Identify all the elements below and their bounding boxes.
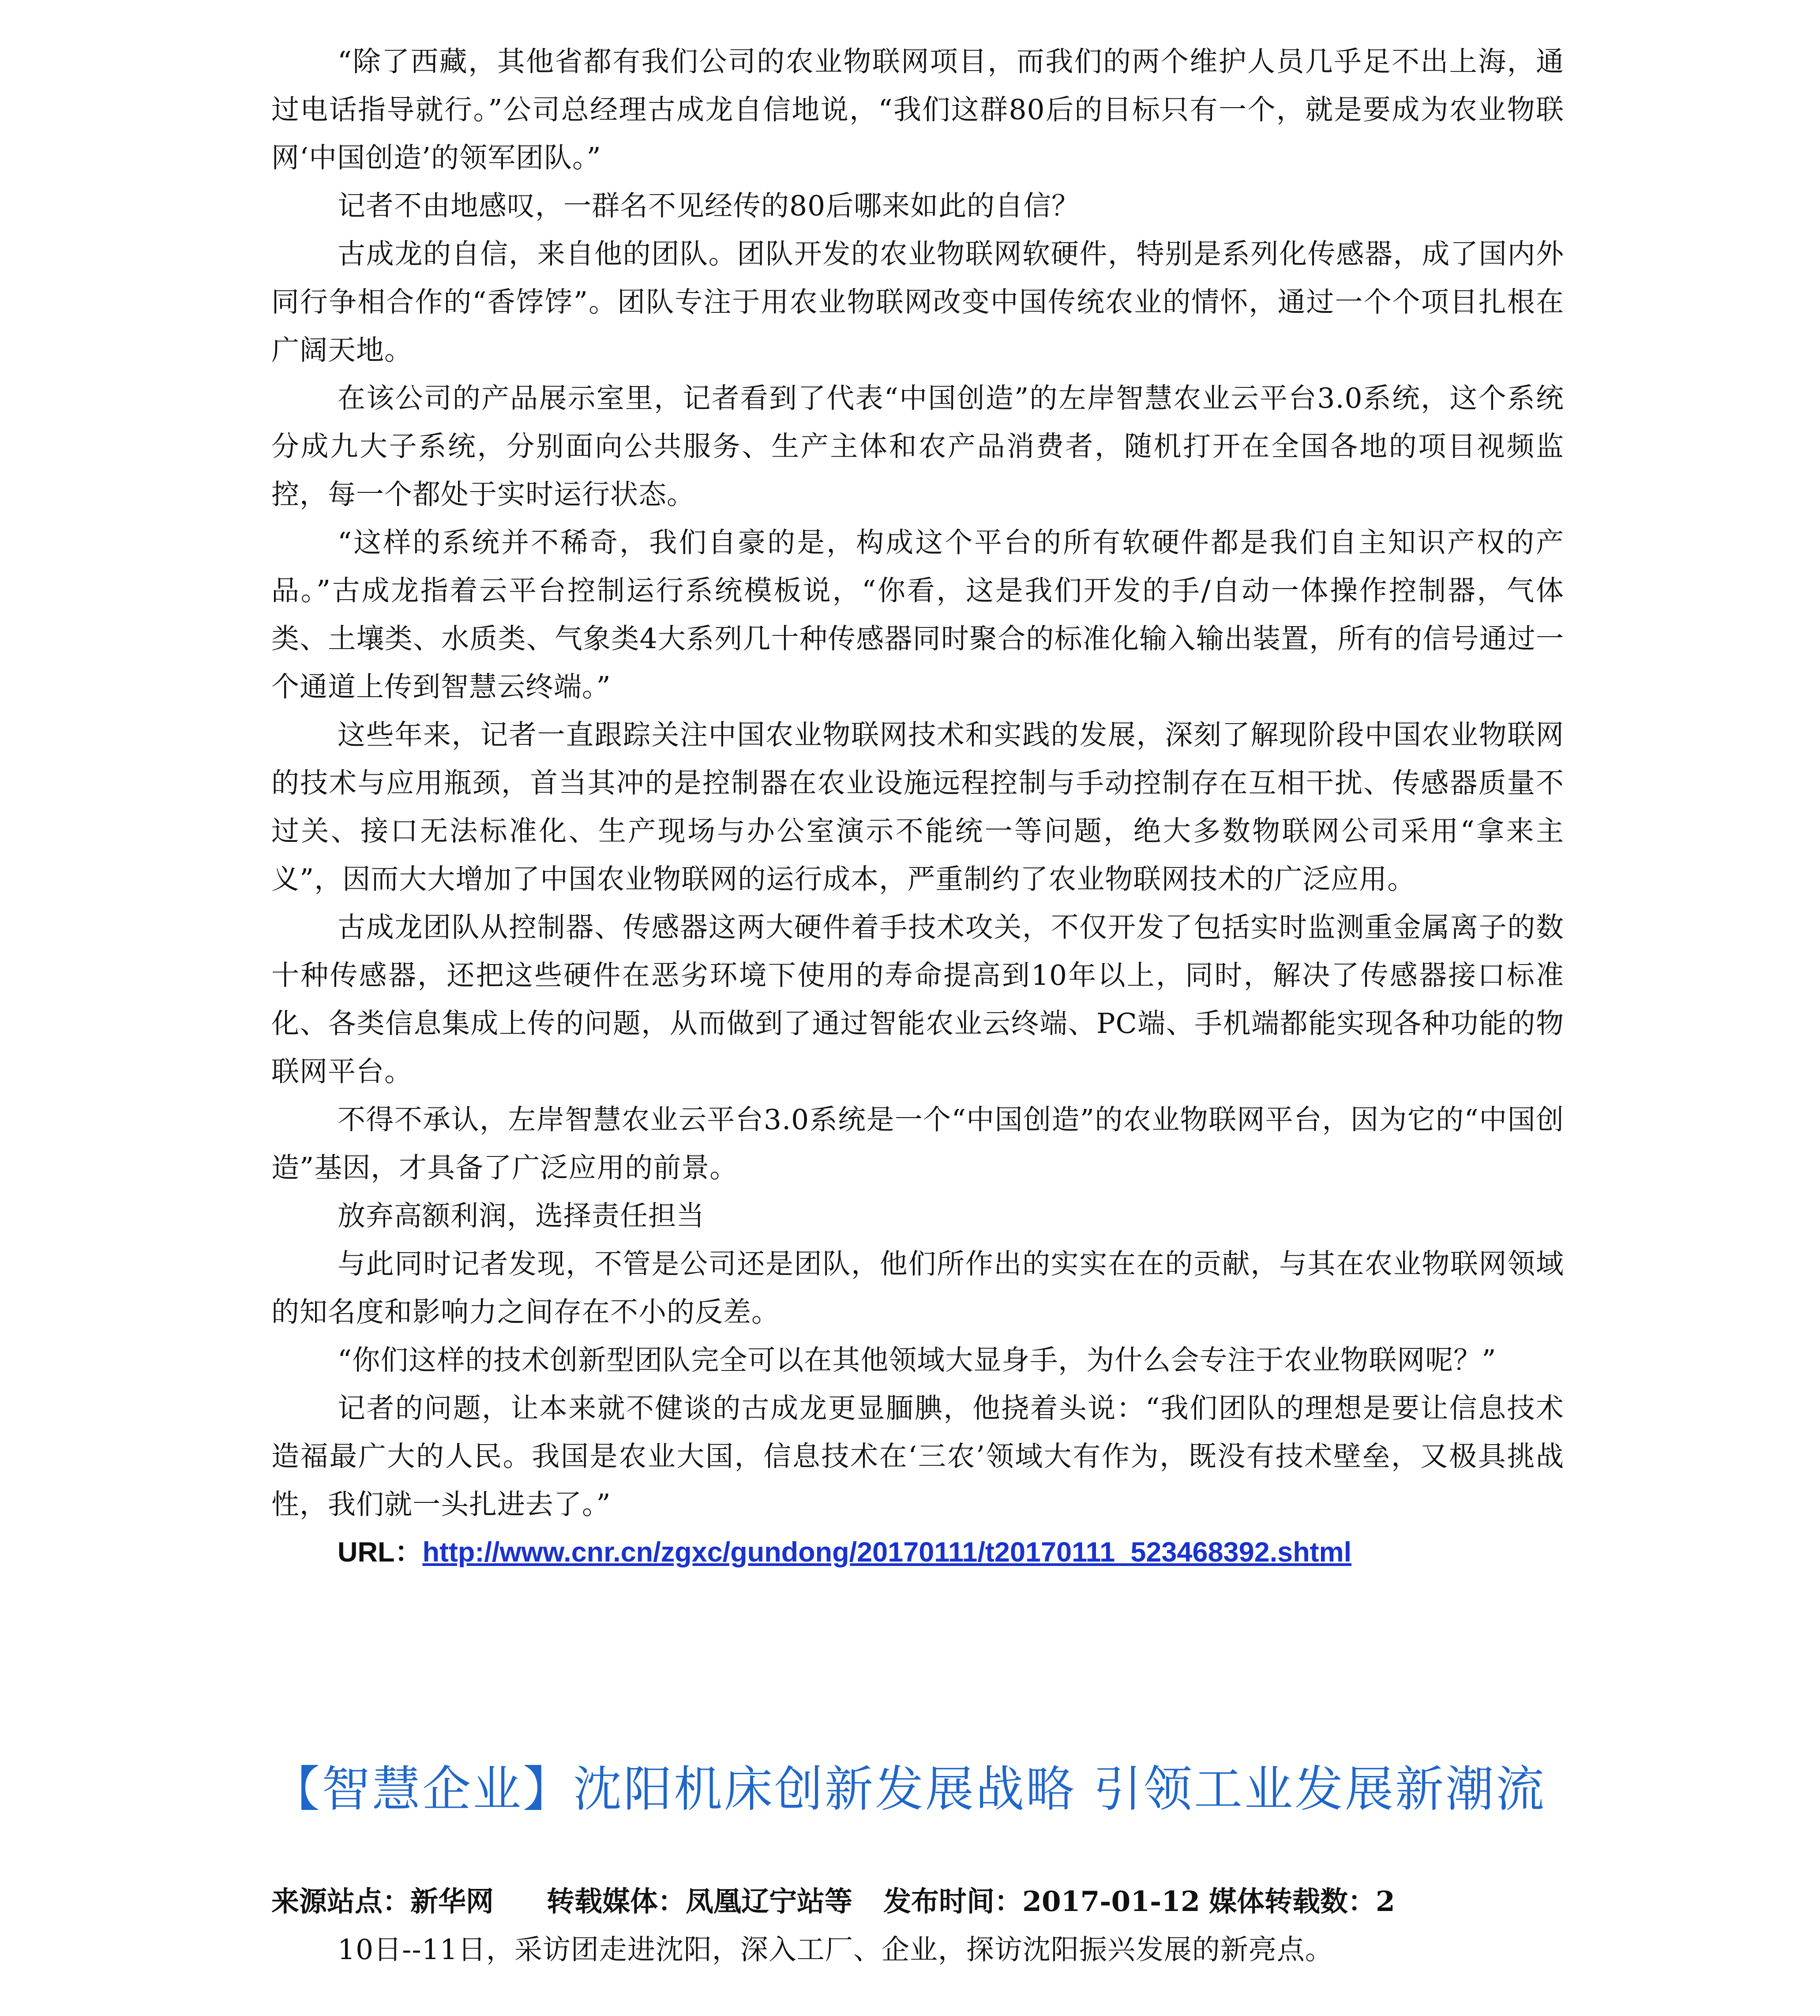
meta-source: 来源站点：新华网 xyxy=(271,1885,494,1918)
article2-body xyxy=(271,1926,1564,1974)
paragraph: 古成龙团队从控制器、传感器这两大硬件着手技术攻关，不仅开发了包括实时监测重金属离子的数十种传感器，还把这些硬件在恶劣环境下使用的寿命提高到10年以上，同时，解决了传感器接口标准化、各类信息集成上传的问题，从而做到了通过智能农业云终端、PC端、手机端都能实现各种功能的物联网平台。 xyxy=(271,911,1564,1088)
paragraph: 10日--11日，采访团走进沈阳，深入工厂、企业，探访沈阳振兴发展的新亮点。 xyxy=(338,1933,1333,1966)
paragraph: 与此同时记者发现，不管是公司还是团队，他们所作出的实实在在的贡献，与其在农业物联网领域的知名度和影响力之间存在不小的反差。 xyxy=(271,1248,1564,1328)
paragraph: 记者的问题，让本来就不健谈的古成龙更显腼腆，他挠着头说：“我们团队的理想是要让信息技术造福最广大的人民。我国是农业大国，信息技术在‘三农’领域大有作为，既没有技术壁垒，又极具挑战性，我们就一头扎进去了。” xyxy=(271,1392,1564,1520)
paragraph: “除了西藏，其他省都有我们公司的农业物联网项目，而我们的两个维护人员几乎足不出上海，通过电话指导就行。”公司总经理古成龙自信地说，“我们这群80后的目标只有一个，就是要成为农业物联网‘中国创造’的领军团队。” xyxy=(271,45,1564,174)
section-subheading: 放弃高额利润，选择责任担当 xyxy=(338,1200,705,1232)
paragraph: 记者不由地感叹，一群名不见经传的80后哪来如此的自信？ xyxy=(338,190,1080,222)
paragraph: 在该公司的产品展示室里，记者看到了代表“中国创造”的左岸智慧农业云平台3.0系统，这个系统分成九大子系统，分别面向公共服务、生产主体和农产品消费者，随机打开在全国各地的项目视频监控，每一个都处于实时运行状态。 xyxy=(271,382,1564,511)
meta-date: 发布时间：2017-01-12 xyxy=(883,1885,1200,1918)
article-title: 【智慧企业】沈阳机床创新发展战略 引领工业发展新潮流 xyxy=(271,1761,1546,1817)
paragraph: “这样的系统并不稀奇，我们自豪的是，构成这个平台的所有软硬件都是我们自主知识产权的产品。”古成龙指着云平台控制运行系统模板说，“你看，这是我们开发的手/自动一体操作控制器，气体类、土壤类、水质类、气象类4大系列几十种传感器同时聚合的标准化输入输出装置，所有的信号通过一个通道上传到智慧云终端。” xyxy=(271,526,1564,703)
meta-count: 媒体转载数：2 xyxy=(1208,1885,1395,1918)
source-url-line xyxy=(271,1528,1564,1577)
paragraph: 这些年来，记者一直跟踪关注中国农业物联网技术和实践的发展，深刻了解现阶段中国农业物联网的技术与应用瓶颈，首当其冲的是控制器在农业设施远程控制与手动控制存在互相干扰、传感器质量不过关、接口无法标准化、生产现场与办公室演示不能统一等问题，绝大多数物联网公司采用“拿来主义”，因而大大增加了中国农业物联网的运行成本，严重制约了农业物联网技术的广泛应用。 xyxy=(271,719,1564,895)
source-url-link[interactable]: http://www.cnr.cn/zgxc/gundong/20170111/t20170111_523468392.shtml xyxy=(422,1537,1352,1568)
article-body xyxy=(271,38,1564,1577)
paragraph: “你们这样的技术创新型团队完全可以在其他领域大显身手，为什么会专注于农业物联网呢？” xyxy=(338,1344,1497,1376)
url-label: URL： xyxy=(338,1537,423,1568)
article-meta xyxy=(271,1877,1564,1926)
meta-media: 转载媒体：凤凰辽宁站等 xyxy=(547,1885,852,1918)
paragraph: 古成龙的自信，来自他的团队。团队开发的农业物联网软硬件，特别是系列化传感器，成了国内外同行争相合作的“香饽饽”。团队专注于用农业物联网改变中国传统农业的情怀，通过一个个项目扎根在广阔天地。 xyxy=(271,238,1564,366)
paragraph: 不得不承认，左岸智慧农业云平台3.0系统是一个“中国创造”的农业物联网平台，因为它的“中国创造”基因，才具备了广泛应用的前景。 xyxy=(271,1104,1564,1184)
